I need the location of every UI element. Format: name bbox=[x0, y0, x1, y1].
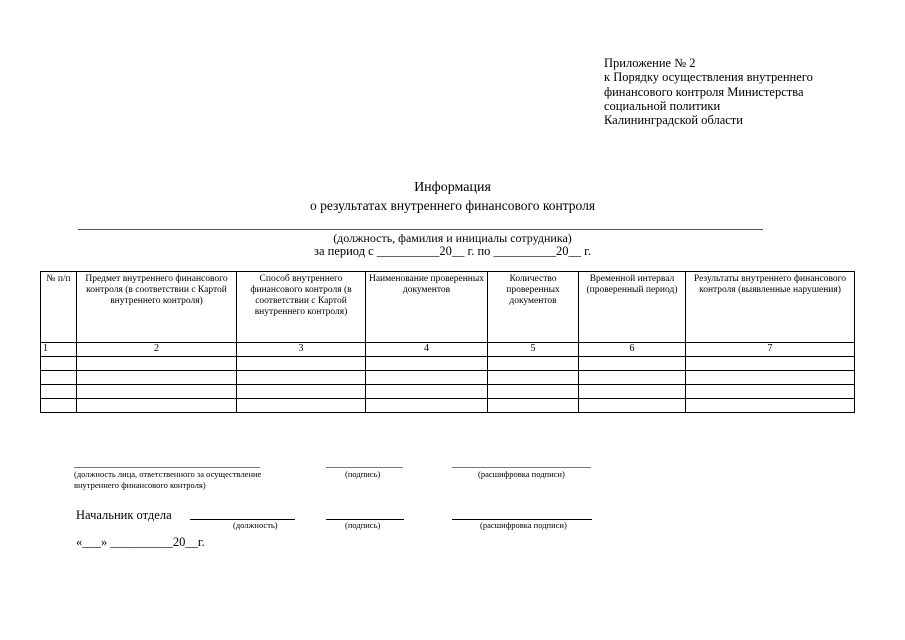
table-row bbox=[41, 357, 855, 371]
employee-fill-line bbox=[78, 229, 763, 230]
column-number: 7 bbox=[686, 343, 855, 357]
table-cell[interactable] bbox=[366, 371, 488, 385]
table-row bbox=[41, 399, 855, 413]
appendix-block bbox=[604, 56, 864, 127]
employee-caption: (должность, фамилия и инициалы сотрудника) bbox=[333, 231, 572, 245]
column-number: 1 bbox=[41, 343, 77, 357]
table-cell[interactable] bbox=[41, 357, 77, 371]
head-signature-caption: (подпись) bbox=[345, 520, 381, 530]
appendix-line: социальной политики bbox=[604, 98, 721, 113]
table-cell[interactable] bbox=[488, 371, 579, 385]
table-cell[interactable] bbox=[579, 399, 686, 413]
table-row bbox=[41, 371, 855, 385]
table-cell[interactable] bbox=[579, 371, 686, 385]
table-cell[interactable] bbox=[488, 385, 579, 399]
column-number: 6 bbox=[579, 343, 686, 357]
appendix-line: финансового контроля Министерства bbox=[604, 84, 804, 99]
head-of-department-label: Начальник отдела bbox=[76, 508, 172, 522]
table-cell[interactable] bbox=[366, 399, 488, 413]
table-cell[interactable] bbox=[686, 385, 855, 399]
header-cell-method: Способ внутреннего финансового контроля (в соответствии с Картой внутреннего контроля) bbox=[237, 272, 366, 343]
table-cell[interactable] bbox=[77, 357, 237, 371]
signature-line bbox=[326, 467, 403, 468]
table-cell[interactable] bbox=[77, 371, 237, 385]
column-number: 3 bbox=[237, 343, 366, 357]
header-cell-results: Результаты внутреннего финансового контроля (выявленные нарушения) bbox=[686, 272, 855, 343]
period-line: за период с __________20__ г. по __________20__ г. bbox=[314, 244, 591, 258]
column-number-row bbox=[41, 343, 855, 357]
table-cell[interactable] bbox=[366, 385, 488, 399]
header-cell-subject: Предмет внутреннего финансового контроля (в соответствии с Картой внутреннего контроля) bbox=[77, 272, 237, 343]
header-cell-documents: Наименование проверенных документов bbox=[366, 272, 488, 343]
appendix-line: Приложение № 2 bbox=[604, 56, 696, 70]
responsible-position-line bbox=[74, 467, 260, 468]
table-cell[interactable] bbox=[686, 371, 855, 385]
table-cell[interactable] bbox=[237, 357, 366, 371]
table-cell[interactable] bbox=[686, 357, 855, 371]
table-cell[interactable] bbox=[237, 399, 366, 413]
table-header-row bbox=[41, 272, 855, 343]
table-cell[interactable] bbox=[41, 385, 77, 399]
table-cell[interactable] bbox=[488, 399, 579, 413]
header-cell-number: № п/п bbox=[41, 272, 77, 343]
header-cell-interval: Временной интервал (проверенный период) bbox=[579, 272, 686, 343]
column-number: 2 bbox=[77, 343, 237, 357]
table-row bbox=[41, 385, 855, 399]
table-cell[interactable] bbox=[41, 399, 77, 413]
table-cell[interactable] bbox=[41, 371, 77, 385]
responsible-position-caption: (должность лица, ответственного за осуществление внутреннего финансового контроля) bbox=[74, 469, 262, 490]
column-number: 5 bbox=[488, 343, 579, 357]
table-cell[interactable] bbox=[366, 357, 488, 371]
table-cell[interactable] bbox=[579, 357, 686, 371]
document-title: Информация bbox=[414, 180, 491, 195]
table-cell[interactable] bbox=[237, 371, 366, 385]
results-table bbox=[40, 271, 855, 413]
table-cell[interactable] bbox=[488, 357, 579, 371]
table-cell[interactable] bbox=[579, 385, 686, 399]
appendix-line: к Порядку осуществления внутреннего bbox=[604, 70, 813, 85]
table-cell[interactable] bbox=[686, 399, 855, 413]
table-cell[interactable] bbox=[77, 399, 237, 413]
decoding-caption: (расшифровка подписи) bbox=[478, 469, 565, 479]
document-subtitle: о результатах внутреннего финансового контроля bbox=[309, 198, 596, 213]
date-line: «___» __________20__г. bbox=[76, 535, 205, 549]
head-position-caption: (должность) bbox=[233, 520, 278, 530]
table-cell[interactable] bbox=[237, 385, 366, 399]
signature-caption: (подпись) bbox=[345, 469, 381, 479]
table-cell[interactable] bbox=[77, 385, 237, 399]
decoding-line bbox=[452, 467, 591, 468]
appendix-line: Калининградской области bbox=[604, 113, 743, 128]
column-number: 4 bbox=[366, 343, 488, 357]
head-decoding-caption: (расшифровка подписи) bbox=[480, 520, 567, 530]
header-cell-count: Количество проверенных документов bbox=[488, 272, 579, 343]
